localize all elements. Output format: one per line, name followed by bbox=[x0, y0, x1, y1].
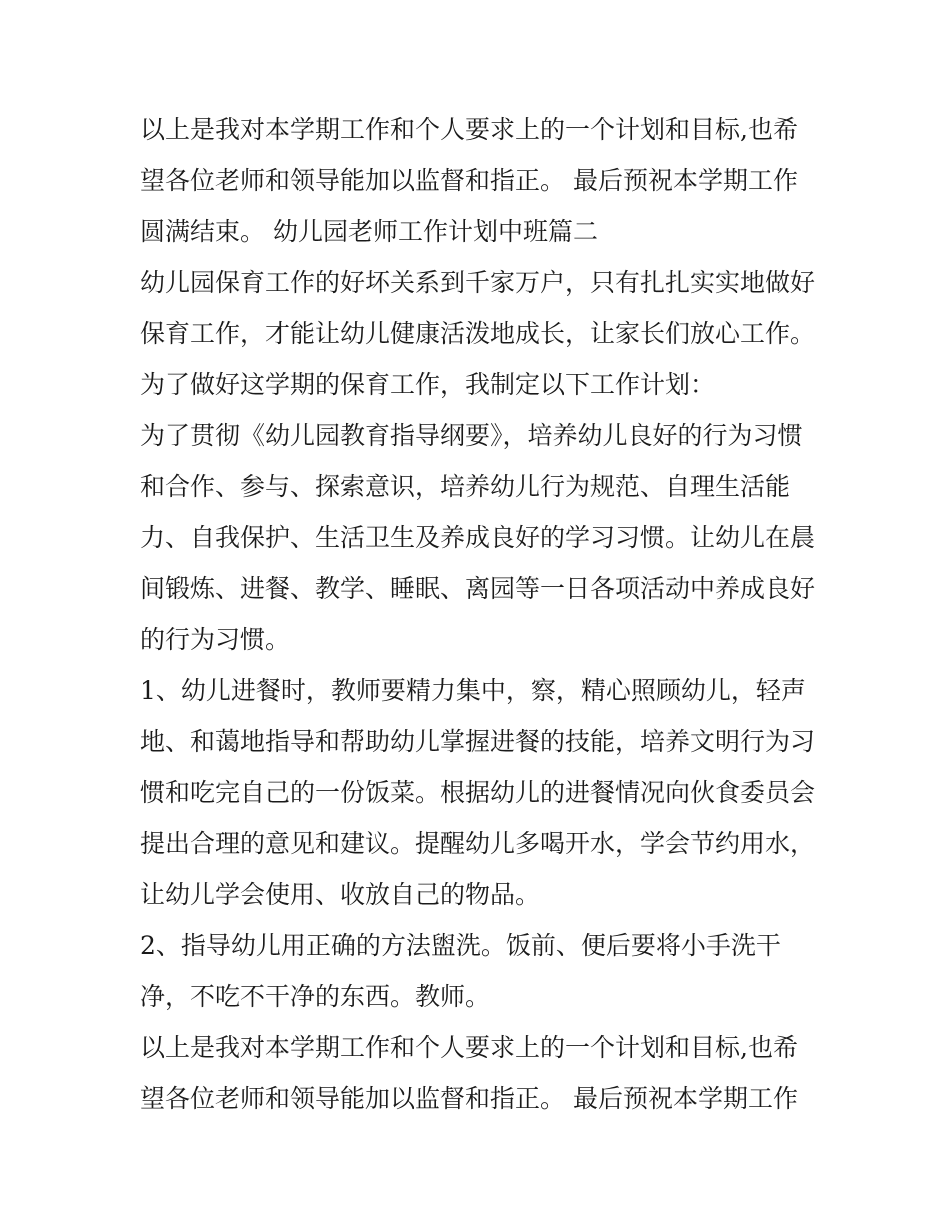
text-line-2: 望各位老师和领导能加以监督和指正。 最后预祝本学期工作 bbox=[140, 166, 798, 195]
text-line-7: 为了贯彻《幼儿园教育指导纲要》，培养幼儿良好的行为习惯 bbox=[140, 421, 803, 450]
text-line-4: 幼儿园保育工作的好坏关系到千家万户，只有扎扎实实地做好 bbox=[140, 268, 816, 297]
text-line-19: 以上是我对本学期工作和个人要求上的一个计划和目标,也希 bbox=[140, 1033, 798, 1062]
text-line-17: 2、指导幼儿用正确的方法盥洗。饭前、便后要将小手洗干 bbox=[140, 931, 781, 960]
text-line-6: 为了做好这学期的保育工作，我制定以下工作计划： bbox=[140, 370, 716, 399]
text-line-15: 提出合理的意见和建议。提醒幼儿多喝开水，学会节约用水， bbox=[140, 829, 816, 858]
text-line-5: 保育工作，才能让幼儿健康活泼地成长，让家长们放心工作。 bbox=[140, 319, 816, 348]
text-line-1: 以上是我对本学期工作和个人要求上的一个计划和目标,也希 bbox=[140, 115, 798, 144]
text-line-16: 让幼儿学会使用、收放自己的物品。 bbox=[140, 880, 541, 909]
text-line-3: 圆满结束。 幼儿园老师工作计划中班篇二 bbox=[140, 217, 598, 246]
text-line-11: 的行为习惯。 bbox=[140, 625, 291, 654]
text-line-18: 净，不吃不干净的东西。教师。 bbox=[140, 982, 491, 1011]
text-line-8: 和合作、参与、探索意识，培养幼儿行为规范、自理生活能 bbox=[140, 472, 791, 501]
text-line-10: 间锻炼、进餐、教学、睡眠、离园等一日各项活动中养成良好 bbox=[140, 574, 816, 603]
text-line-9: 力、自我保护、生活卫生及养成良好的学习习惯。让幼儿在晨 bbox=[140, 523, 816, 552]
text-line-13: 地、和蔼地指导和帮助幼儿掌握进餐的技能，培养文明行为习 bbox=[140, 727, 816, 756]
text-line-20: 望各位老师和领导能加以监督和指正。 最后预祝本学期工作 bbox=[140, 1084, 798, 1113]
text-line-14: 惯和吃完自己的一份饭菜。根据幼儿的进餐情况向伙食委员会 bbox=[140, 778, 816, 807]
text-line-12: 1、幼儿进餐时，教师要精力集中，察，精心照顾幼儿，轻声 bbox=[140, 676, 806, 705]
document-body bbox=[140, 104, 830, 1124]
